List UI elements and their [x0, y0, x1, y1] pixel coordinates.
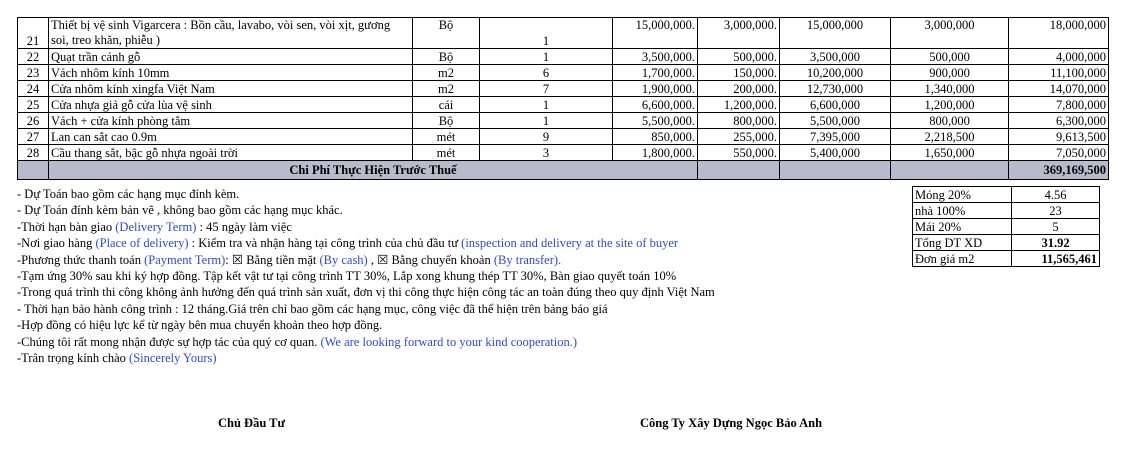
cell-no: 21 — [18, 18, 49, 49]
cell-tlab: 900,000 — [891, 65, 1009, 81]
note-text: , — [367, 252, 378, 267]
table-row — [18, 65, 1109, 81]
cell-mat: 1,900,000. — [613, 81, 698, 97]
summary-label: Mái 20% — [913, 219, 1012, 235]
quotation-table — [17, 17, 1109, 180]
cell-name: Cửa nhựa giả gỗ cửa lùa vệ sinh — [49, 97, 413, 113]
note-english: (Place of delivery) — [95, 236, 189, 251]
cell-no: 27 — [18, 129, 49, 145]
table-row — [18, 129, 1109, 145]
cash-checkbox[interactable]: ☒ — [231, 252, 244, 267]
summary-label: Móng 20% — [913, 187, 1012, 203]
summary-value: 11,565,461 — [1012, 251, 1100, 267]
summary-row — [913, 251, 1100, 267]
cell-total: 7,800,000 — [1009, 97, 1109, 113]
cell-qty: 7 — [480, 81, 613, 97]
cell-lab: 200,000. — [698, 81, 780, 97]
summary-label: Tổng DT XD — [913, 235, 1012, 251]
summary-value: 5 — [1012, 219, 1100, 235]
cell-mat: 5,500,000. — [613, 113, 698, 129]
cell-tmat: 6,600,000 — [780, 97, 891, 113]
table-row — [18, 18, 1109, 49]
cell-tmat: 12,730,000 — [780, 81, 891, 97]
table-row — [18, 145, 1109, 161]
cell-mat: 15,000,000. — [613, 18, 698, 49]
cell-name: Vách nhôm kính 10mm — [49, 65, 413, 81]
cell-unit: cái — [413, 97, 480, 113]
cell-qty: 6 — [480, 65, 613, 81]
notes-section — [17, 186, 997, 366]
summary-label: Đơn giá m2 — [913, 251, 1012, 267]
cell-unit: m2 — [413, 65, 480, 81]
note-english: (By transfer). — [493, 252, 562, 267]
cell-qty: 3 — [480, 145, 613, 161]
note-line-regards — [17, 350, 997, 366]
note-text: -Trân trọng kính chào — [17, 350, 130, 365]
cell-tlab: 800,000 — [891, 113, 1009, 129]
note-line-cooperation — [17, 334, 997, 350]
cell-name: Lan can sắt cao 0.9m — [49, 129, 413, 145]
cell-lab: 150,000. — [698, 65, 780, 81]
company-signature-label: Công Ty Xây Dựng Ngọc Bảo Anh — [640, 416, 823, 430]
note-english: (Delivery Term) — [115, 219, 197, 234]
cell-total: 4,000,000 — [1009, 49, 1109, 65]
note-english: (We are looking forward to your kind cooperation.) — [320, 334, 578, 349]
summary-value: 4.56 — [1012, 187, 1100, 203]
cell-total: 14,070,000 — [1009, 81, 1109, 97]
cell-lab: 255,000. — [698, 129, 780, 145]
note-line-place — [17, 235, 997, 251]
note-text: : Kiểm tra và nhận hàng tại công trình của chủ đầu tư — [188, 236, 462, 251]
note-line-payment — [17, 252, 997, 268]
cell-tlab: 2,218,500 — [891, 129, 1009, 145]
note-text: : 45 ngày làm việc — [196, 219, 292, 234]
cell-unit: m2 — [413, 81, 480, 97]
cell-no: 23 — [18, 65, 49, 81]
investor-signature-label: Chủ Đầu Tư — [218, 416, 286, 430]
cell-total: 11,100,000 — [1009, 65, 1109, 81]
note-english: (Payment Term) — [144, 252, 226, 267]
cell-tmat: 7,395,000 — [780, 129, 891, 145]
cell-name: Quạt trần cánh gỗ — [49, 49, 413, 65]
cell-no: 26 — [18, 113, 49, 129]
cell-qty: 1 — [480, 97, 613, 113]
note-text: -Chúng tôi rất mong nhận được sự hợp tác của quý cơ quan. — [17, 334, 321, 349]
cell-no: 28 — [18, 145, 49, 161]
area-summary-table — [912, 186, 1100, 267]
summary-value: 31.92 — [1012, 235, 1100, 251]
cell-name: Thiết bị vệ sinh Vigarcera : Bồn cầu, lavabo, vòi sen, vòi xịt, gương soi, treo khăn, phiễu ) — [49, 18, 413, 49]
cell-lab: 3,000,000. — [698, 18, 780, 49]
cell-qty: 9 — [480, 129, 613, 145]
cell-total: 6,300,000 — [1009, 113, 1109, 129]
cell-name: Cầu thang sắt, bậc gỗ nhựa ngoài trời — [49, 145, 413, 161]
cell-tlab: 1,340,000 — [891, 81, 1009, 97]
cell-tlab: 3,000,000 — [891, 18, 1009, 49]
cell-qty: 1 — [480, 113, 613, 129]
cell-tmat: 3,500,000 — [780, 49, 891, 65]
cell-name: Cửa nhôm kính xingfa Việt Nam — [49, 81, 413, 97]
cell-lab: 500,000. — [698, 49, 780, 65]
cell-tmat: 10,200,000 — [780, 65, 891, 81]
note-english: (By cash) — [319, 252, 368, 267]
cell-mat: 6,600,000. — [613, 97, 698, 113]
cell-mat: 1,700,000. — [613, 65, 698, 81]
note-text: Bằng chuyển khoản — [391, 252, 494, 267]
note-text: -Thời hạn bàn giao — [17, 219, 116, 234]
table-row — [18, 97, 1109, 113]
note-line: - Dự Toán đính kèm bản vẽ , không bao gồm các hạng mục khác. — [17, 203, 343, 218]
cell-unit: mét — [413, 145, 480, 161]
note-line: - Thời hạn bảo hành công trình : 12 tháng.Giá trên chỉ bao gồm các hạng mục, công việc đã thể hiện trên bảng báo giá — [17, 301, 608, 316]
note-english: (Sincerely Yours) — [129, 350, 217, 365]
note-line: -Trong quá trình thi công không ảnh hưởng đến quá trình sản xuất, đơn vị thi công thực hiện công tác an toàn đúng theo quy định Việt Nam — [17, 285, 715, 300]
cell-lab: 1,200,000. — [698, 97, 780, 113]
note-line: - Dự Toán bao gồm các hạng mục đính kèm. — [17, 187, 240, 201]
cell-total: 9,613,500 — [1009, 129, 1109, 145]
cell-total: 18,000,000 — [1009, 18, 1109, 49]
table-row — [18, 113, 1109, 129]
cell-tlab: 1,200,000 — [891, 97, 1009, 113]
cell-tmat: 15,000,000 — [780, 18, 891, 49]
table-row — [18, 81, 1109, 97]
cell-no: 25 — [18, 97, 49, 113]
cell-unit: Bộ — [413, 18, 480, 49]
note-line: -Hợp đồng có hiệu lực kể từ ngày bên mua chuyển khoản theo hợp đồng. — [17, 318, 383, 333]
summary-row — [913, 219, 1100, 235]
cell-mat: 1,800,000. — [613, 145, 698, 161]
transfer-checkbox[interactable]: ☒ — [377, 252, 389, 267]
cell-tlab: 500,000 — [891, 49, 1009, 65]
note-text: : — [225, 252, 232, 267]
summary-row — [913, 203, 1100, 219]
cell-unit: Bộ — [413, 49, 480, 65]
summary-row — [913, 187, 1100, 203]
total-value: 369,169,500 — [1009, 161, 1109, 180]
total-row — [18, 161, 1109, 180]
cell-lab: 550,000. — [698, 145, 780, 161]
note-line: -Tạm ứng 30% sau khi ký hợp đồng. Tập kết vật tư tại công trình TT 30%, Lắp xong khung thép TT 30%, Bàn giao quyết toán 10% — [17, 268, 677, 283]
cell-mat: 850,000. — [613, 129, 698, 145]
note-english: (inspection and delivery at the site of buyer — [461, 236, 679, 251]
table-row — [18, 49, 1109, 65]
cell-mat: 3,500,000. — [613, 49, 698, 65]
summary-value: 23 — [1012, 203, 1100, 219]
cell-no: 24 — [18, 81, 49, 97]
cell-tmat: 5,500,000 — [780, 113, 891, 129]
note-text: -Nơi giao hàng — [17, 236, 96, 251]
cell-qty: 1 — [480, 49, 613, 65]
note-text: Bằng tiền mặt — [246, 252, 320, 267]
summary-label: nhà 100% — [913, 203, 1012, 219]
cell-name: Vách + cửa kính phòng tắm — [49, 113, 413, 129]
cell-tlab: 1,650,000 — [891, 145, 1009, 161]
total-label: Chi Phí Thực Hiện Trước Thuế — [49, 161, 698, 180]
cell-lab: 800,000. — [698, 113, 780, 129]
cell-unit: mét — [413, 129, 480, 145]
cell-qty: 1 — [480, 18, 613, 49]
cell-total: 7,050,000 — [1009, 145, 1109, 161]
cell-no: 22 — [18, 49, 49, 65]
summary-row — [913, 235, 1100, 251]
note-text: -Phương thức thanh toán — [17, 252, 145, 267]
note-line-delivery-term — [17, 219, 997, 235]
cell-tmat: 5,400,000 — [780, 145, 891, 161]
cell-unit: Bộ — [413, 113, 480, 129]
